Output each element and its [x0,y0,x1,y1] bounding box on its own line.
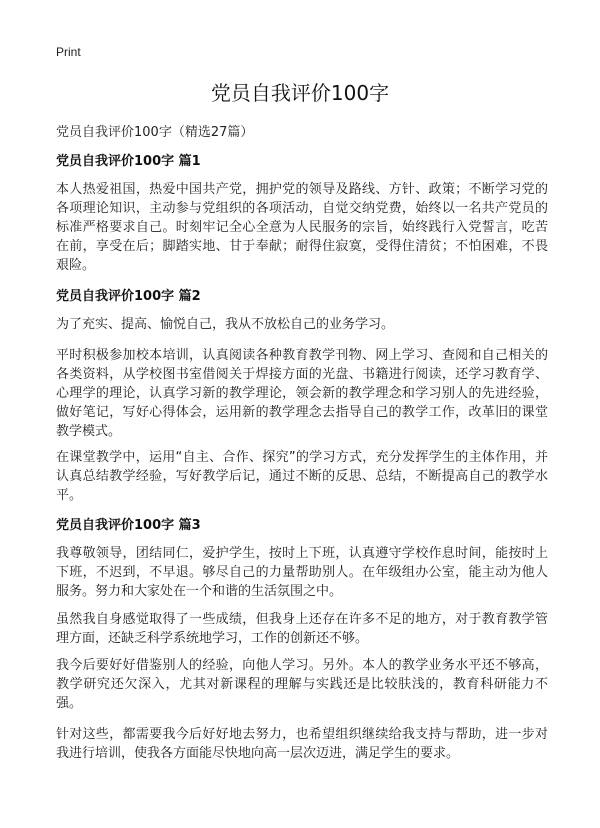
section-3-paragraph-4: 针对这些，都需要我今后好好地去努力，也希望组织继续给我支持与帮助，进一步对我进行培训，使我各方面能尽快地向高一层次迈进，满足学生的要求。 [56,727,548,761]
section-heading-2: 党员自我评价100字 篇2 [56,289,201,304]
section-3-paragraph-3: 我今后要好好借鉴别人的经验，向他人学习。另外。本人的教学业务水平还不够高，教学研究还欠深入，尤其对新课程的理解与实践还是比较肤浅的，教育科研能力不强。 [56,658,548,711]
section-2-paragraph-1: 为了充实、提高、愉悦自己，我从不放松自己的业务学习。 [56,317,395,332]
section-1-paragraph-1: 本人热爱祖国，热爱中国共产党，拥护党的领导及路线、方针、政策；不断学习党的各项理论知识，主动参与党组织的各项活动，自觉交纳党费，始终以一名共产党员的标准严格要求自己。时刻牢记全心全意为人民服务的宗旨，始终践行入党誓言，吃苦在前，享受在后；脚踏实地、甘于奉献；耐得住寂寞，受得住清贫；不怕困难，不畏艰险。 [56,182,548,273]
section-2-paragraph-2: 平时积极参加校本培训，认真阅读各种教育教学刊物、网上学习、查阅和自己相关的各类资料，从学校图书室借阅关于焊接方面的光盘、书籍进行阅读，还学习教育学、心理学的理论，认真学习新的教学理论，领会新的教学理念和学习别人的先进经验，做好笔记，写好心得体会，运用新的教学理念去指导自己的教学工作，改革旧的课堂教学模式。 [56,348,548,439]
section-2-paragraph-3: 在课堂教学中，运用“自主、合作、探究”的学习方式，充分发挥学生的主体作用，并认真总结教学经验，写好教学后记，通过不断的反思、总结，不断提高自己的教学水平。 [56,450,548,503]
print-link[interactable]: Print [56,45,81,59]
document-subtitle: 党员自我评价100字（精选27篇） [56,125,254,140]
section-3-paragraph-2: 虽然我自身感觉取得了一些成绩，但我身上还存在许多不足的地方，对于教育教学管理方面，还缺乏科学系统地学习，工作的创新还不够。 [56,612,548,646]
section-heading-1: 党员自我评价100字 篇1 [56,154,201,169]
section-heading-3: 党员自我评价100字 篇3 [56,518,201,533]
page-title: 党员自我评价100字 [210,81,390,105]
section-3-paragraph-1: 我尊敬领导，团结同仁，爱护学生，按时上下班，认真遵守学校作息时间，能按时上下班，不迟到，不早退。够尽自己的力量帮助别人。在年级组办公室，能主动为他人服务。努力和大家处在一个和谐的生活氛围之中。 [56,546,548,599]
